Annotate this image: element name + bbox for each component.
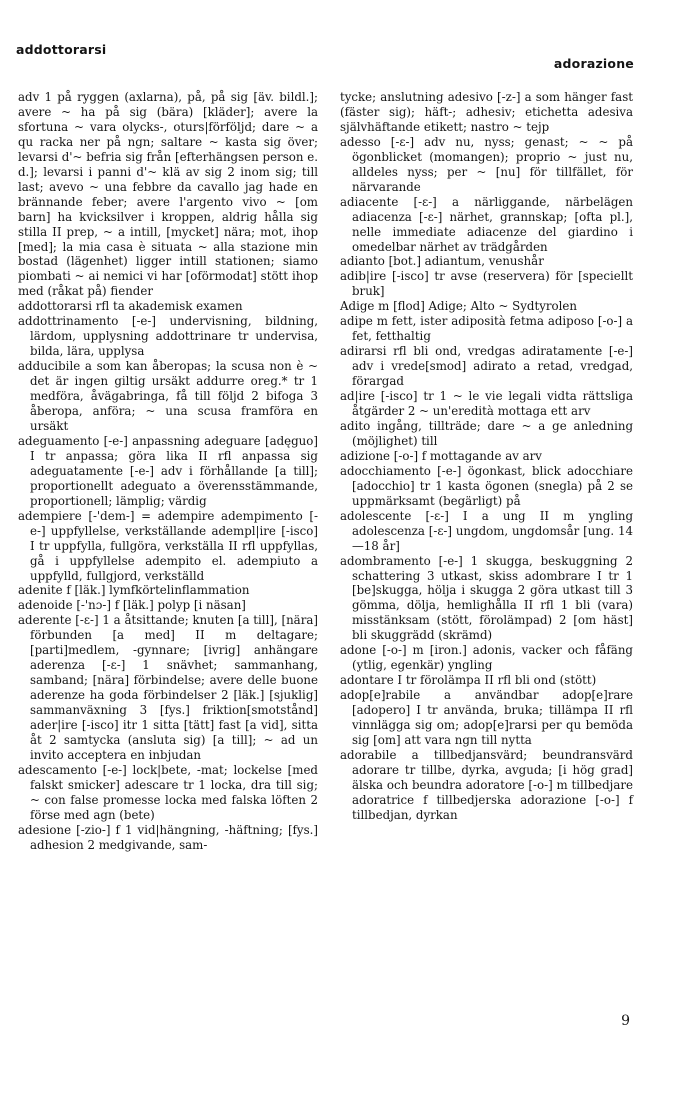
dictionary-entry: aderente [-ɛ-] 1 a åtsittande; knuten [a till], [nära] förbunden [a med] II m deltagare; [parti]medlem, -gynnare; [ivrig] anhängare aderenza [-ɛ-] 1 snävhet; sammanhang, samband; [nära] förbindelse; avere delle buone aderenze ha goda förbindelser 2 [läk.] [sjuklig] sammanväxning 3 [fys.] friktion[smotstånd] ader|ire [-isco] itr 1 sitta [tätt] fast [a vid], sitta åt 2 samtycka (ansluta sig) [a till]; ~ ad un invito acceptera en inbjudan — [18, 613, 318, 762]
dictionary-entry: adone [-o-] m [iron.] adonis, vacker och fåfäng (ytlig, egenkär) yngling — [340, 643, 633, 673]
dictionary-column-right — [340, 90, 633, 823]
guide-word-left: addottorarsi — [16, 42, 107, 57]
dictionary-entry: adenite f [läk.] lymfkörtelinflammation — [18, 583, 250, 598]
dictionary-entry: adesso [-ɛ-] adv nu, nyss; genast; ~ ~ på ögonblicket (momangen); proprio ~ just nu, alldeles nyss; per ~ [nu] för tillfället, för närvarande — [340, 134, 633, 194]
dictionary-entry: adducibile a som kan åberopas; la scusa non è ~ det är ingen giltig ursäkt addurre oreg.* tr 1 medföra, åvägabringa, få till följd 2 bifoga 3 åberopa, anföra; ~ una scusa framföra en ursäkt — [18, 359, 318, 433]
dictionary-entry: adeguamento [-e-] anpassning adeguare [adęguo] I tr anpassa; göra lika II rfl anpassa sig adeguatamente [-e-] adv i förhållande [a till]; proportionellt adeguato a överensstämmande, proportionell; lämplig; värdig — [18, 433, 318, 508]
guide-word-right: adorazione — [553, 56, 634, 71]
dictionary-entry: adipe m fett, ister adiposità fetma adiposo [-o-] a fet, fetthaltig — [340, 314, 633, 344]
dictionary-entry: adolescente [-ɛ-] I a ung II m yngling adolescenza [-ɛ-] ungdom, ungdomsår [ung. 14—18 år] — [340, 508, 633, 553]
dictionary-entry: adito ingång, tillträde; dare ~ a ge anledning (möjlighet) till — [340, 418, 633, 448]
dictionary-entry: adib|ire [-isco] tr avse (reservera) för [speciellt bruk] — [340, 269, 633, 299]
dictionary-entry: adirarsi rfl bli ond, vredgas adiratamente [-e-] adv i vrede[smod] adirato a retad, vredgad, förargad — [340, 344, 633, 389]
dictionary-entry: adenoide [-'nɔ-] f [läk.] polyp [i näsan] — [18, 598, 246, 613]
dictionary-entry: addottorarsi rfl ta akademisk examen — [18, 299, 243, 314]
entry-continuation: adv 1 på ryggen (axlarna), på, på sig [äv. bildl.]; avere ~ ha på sig (bära) [kläder]; avere la sfortuna ~ vara olycks-, oturs|förföljd; dare ~ a qu racka ner på ngn; saltare ~ kasta sig över; levarsi d'~ befria sig från [efterhängsen person e. d.]; levarsi i panni d'~ klä av sig 2 inom sig; till last; avevo ~ una febbre da cavallo jag hade en brännande feber; avere l'argento vivo ~ [om barn] ha kvicksilver i kroppen, aldrig hålla sig stilla II prep, ~ a intill, [mycket] nära; mot, ihop [med]; la mia casa è situata ~ alla stazione min bostad (lägenhet) ligger intill stationen; siamo piombati ~ ai nemici vi har [oförmodat] stött ihop med (råkat på) fiender — [18, 90, 318, 299]
dictionary-entry: adizione [-o-] f mottagande av arv — [340, 448, 542, 463]
dictionary-entry: adianto [bot.] adiantum, venushår — [340, 254, 544, 269]
dictionary-column-left — [18, 90, 318, 853]
dictionary-entry: adop[e]rabile a användbar adop[e]rare [adopero] I tr använda, bruka; tillämpa II rfl vinnlägga sig om; adop[e]rarsi per qu bemöda sig [om] att vara ngn till nytta — [340, 688, 633, 747]
page-number: 9 — [621, 1013, 630, 1029]
dictionary-entry: addottrinamento [-e-] undervisning, bildning, lärdom, upplysning addottrinare tr undervisa, bilda, lära, upplysa — [18, 314, 318, 359]
dictionary-entry: adombramento [-e-] 1 skugga, beskuggning 2 schattering 3 utkast, skiss adombrare I tr 1 [be]skugga, hölja i skugga 2 göra utkast till 3 gömma, dölja, hemlighålla II rfl 1 bli (vara) misstänksam (stött, förolämpad) 2 [om häst] bli skuggrädd (skrämd) — [340, 553, 633, 643]
dictionary-entry: adontare I tr förolämpa II rfl bli ond (stött) — [340, 673, 597, 688]
dictionary-entry: adorabile a tillbedjansvärd; beundransvärd adorare tr tillbe, dyrka, avguda; [i hög grad] älska och beundra adoratore [-o-] m tillbedjare adoratrice f tillbedjerska adorazione [-o-] f tillbedjan, dyrkan — [340, 747, 633, 822]
dictionary-entry: adocchiamento [-e-] ögonkast, blick adocchiare [adocchio] tr 1 kasta ögonen (snegla) på 2 se uppmärksamt (begärligt) på — [340, 463, 633, 508]
dictionary-entry: ad|ire [-isco] tr 1 ~ le vie legali vidta rättsliga åtgärder 2 ~ un'eredità mottaga ett arv — [340, 389, 633, 419]
dictionary-entry: Adige m [flod] Adige; Alto ~ Sydtyrolen — [340, 299, 577, 314]
dictionary-entry: adempiere [-'dem-] = adempire adempimento [-e-] uppfyllelse, verkställande adempl|ire [-isco] I tr uppfylla, fullgöra, verkställa II rfl uppfyllas, gå i uppfyllelse adempito el. adempiuto a uppfylld, fullgjord, verkställd — [18, 508, 318, 583]
dictionary-entry: adesione [-zio-] f 1 vid|hängning, -häftning; [fys.] adhesion 2 medgivande, sam- — [18, 822, 318, 852]
dictionary-entry: adiacente [-ɛ-] a närliggande, närbelägen adiacenza [-ɛ-] närhet, grannskap; [ofta pl.], nelle immediate adiacenze del giardino i omedelbar närhet av trädgården — [340, 194, 633, 254]
dictionary-entry: adescamento [-e-] lock|bete, -mat; lockelse [med falskt smicker] adescare tr 1 locka, dra till sig; ~ con false promesse locka med falska löften 2 förse med agn (bete) — [18, 762, 318, 822]
entry-continuation: tycke; anslutning adesivo [-z-] a som hänger fast (fäster sig); häft-; adhesiv; etichetta adesiva självhäftande etikett; nastro ~ tejp — [340, 90, 633, 134]
